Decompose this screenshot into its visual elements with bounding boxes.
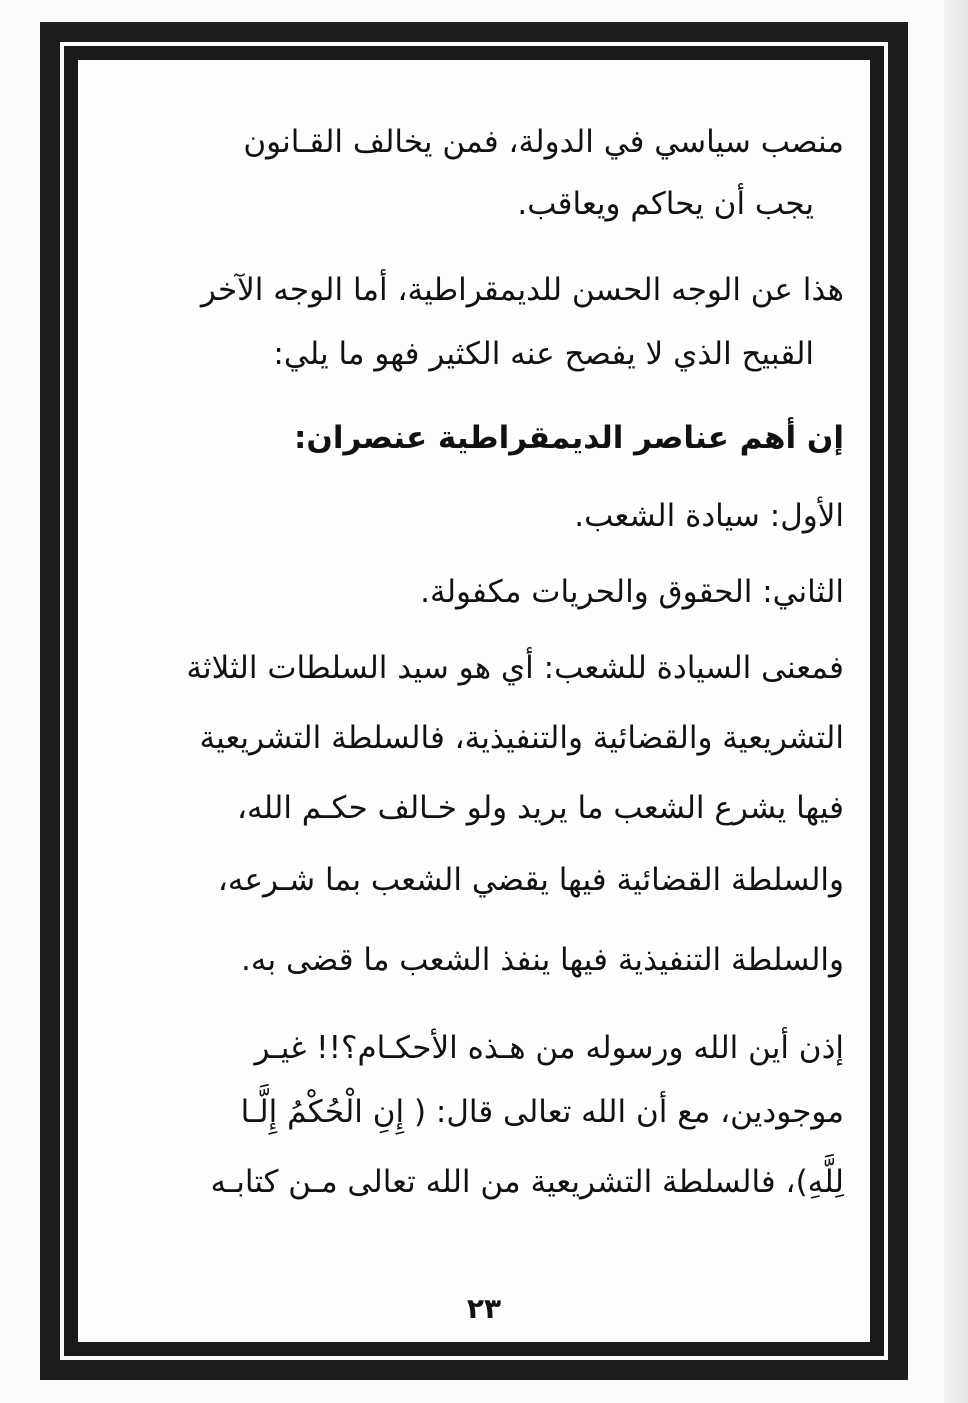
text-line-2: يجب أن يحاكم ويعاقب. [517, 186, 814, 222]
text-line-12: والسلطة التنفيذية فيها ينفذ الشعب ما قضى به. [241, 942, 844, 978]
text-line-3: هذا عن الوجه الحسن للديمقراطية، أما الوجه الآخر [200, 272, 844, 308]
text-line-8: فمعنى السيادة للشعب: أي هو سيد السلطات الثلاثة [186, 650, 844, 686]
text-line-13: إذن أين الله ورسوله من هـذه الأحكـام؟!! غيـر [254, 1030, 844, 1066]
text-line-7: الثاني: الحقوق والحريات مكفولة. [420, 574, 844, 610]
scan-edge-shadow [944, 0, 968, 1403]
text-line-10: فيها يشرع الشعب ما يريد ولو خـالف حكـم الله، [236, 790, 844, 826]
text-line-4: القبيح الذي لا يفصح عنه الكثير فهو ما يلي: [273, 336, 814, 372]
text-line-9: التشريعية والقضائية والتنفيذية، فالسلطة التشريعية [199, 720, 844, 756]
text-line-5-heading: إن أهم عناصر الديمقراطية عنصران: [293, 420, 844, 456]
text-line-15: لِلَّهِ)، فالسلطة التشريعية من الله تعالى مـن كتابـه [210, 1164, 844, 1200]
page-number: ٢٣ [466, 1292, 502, 1325]
text-line-1: منصب سياسي في الدولة، فمن يخالف القـانون [243, 124, 844, 160]
text-line-6: الأول: سيادة الشعب. [574, 498, 844, 534]
text-line-14: موجودين، مع أن الله تعالى قال: ( إِنِ الْحُكْمُ إِلَّـا [240, 1094, 844, 1130]
text-line-11: والسلطة القضائية فيها يقضي الشعب بما شـرعه، [217, 862, 844, 898]
